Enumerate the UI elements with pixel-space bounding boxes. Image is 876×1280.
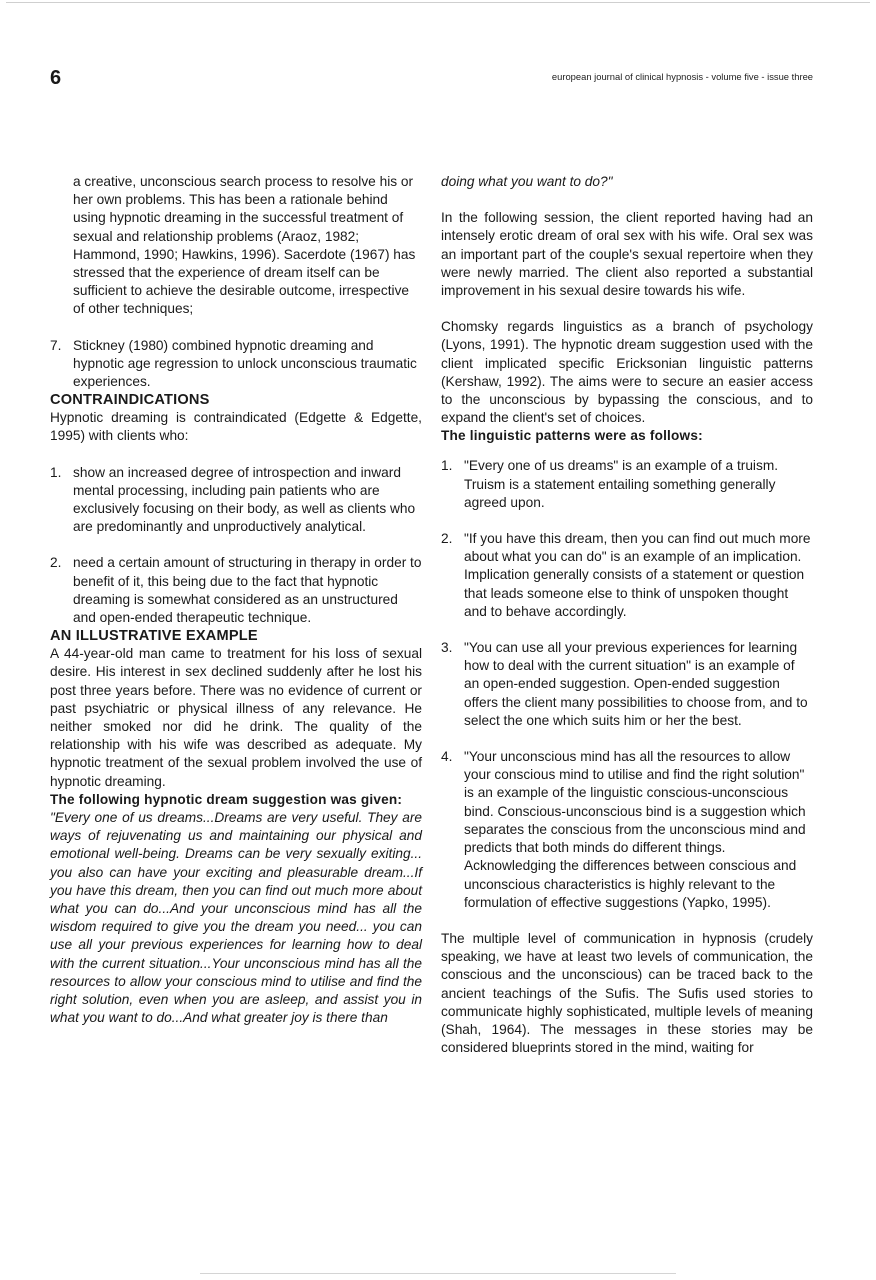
contraindication-item-1: [50, 464, 422, 537]
session-paragraph: In the following session, the client reported having had an intensely erotic dream of oral sex with his wife. Oral sex was an important part of the couple's sexual repertoire when they were newly married. The client also reported a substantial improvement in his sexual desire towards his wife.: [441, 210, 813, 299]
right-column: [441, 173, 813, 1057]
page-number: 6: [50, 67, 62, 89]
list-number: 1.: [50, 464, 62, 480]
list-number: 4.: [441, 749, 453, 765]
list-item-7: [50, 337, 422, 392]
dream-suggestion-end: doing what you want to do?": [441, 174, 613, 189]
example-body: A 44-year-old man came to treatment for his loss of sexual desire. His interest in sex declined suddenly after he lost his post three years before. There was no evidence of current or past psychiatric or physical illness of any relevance. He neither smoked nor did he drink. The quality of the relationship with his wife was described as adequate. My hypnotic treatment of the sexual problem involved the use of hypnotic dreaming.: [50, 646, 422, 789]
list-item-text: need a certain amount of structuring in therapy in order to benefit of it, this being due to the fact that hypnotic dreaming is somewhat considered as an unstructured and open-ended therapeutic technique.: [73, 555, 422, 626]
list-item-text: a creative, unconscious search process to resolve his or her own problems. This has been a rationale behind using hypnotic dreaming in the successful treatment of sexual and relationship problems (Araoz, 1982; Hammond, 1990; Hawkins, 1996). Sacerdote (1967) has stressed that the experience of dream itself can be sufficient to achieve the desirable outcome, irrespective of other techniques;: [73, 174, 416, 317]
contraindications-heading: CONTRAINDICATIONS: [50, 392, 210, 409]
list-item-6-continued: [50, 173, 422, 319]
running-title: european journal of clinical hypnosis - volume five - issue three: [551, 71, 813, 82]
list-number: 7.: [50, 337, 62, 353]
list-number: 3.: [441, 640, 453, 656]
list-item-text: Stickney (1980) combined hypnotic dreaming and hypnotic age regression to unlock unconscious traumatic experiences.: [73, 337, 417, 390]
suggestion-subheading: The following hypnotic dream suggestion was given:: [50, 791, 403, 807]
list-item-text: "Your unconscious mind has all the resources to allow your conscious mind to utilise and find the right solution" is an example of the linguistic conscious-unconscious bind. Conscious-unconscious bind is a suggestion which separates the conscious from the unconscious mind and predicts that both minds do different things. Acknowledging the differences between conscious and unconscious characteristics is highly relevant to the formulation of effective suggestions (Yapko, 1995).: [464, 749, 806, 910]
list-item-text: "You can use all your previous experiences for learning how to deal with the current situation" is an example of an open-ended suggestion. Open-ended suggestion offers the client many possibilities to choose from, and to select the one which suits him or her the best.: [464, 640, 808, 728]
list-item-text: show an increased degree of introspection and inward mental processing, including pain patients who are exclusively focusing on their body, as well as clients who are predominantly and unproductively analytical.: [73, 464, 416, 535]
pattern-item-3: [441, 639, 813, 730]
pattern-item-4: [441, 748, 813, 912]
pattern-item-1: [441, 457, 813, 512]
contraindications-intro: Hypnotic dreaming is contraindicated (Edgette & Edgette, 1995) with clients who:: [50, 410, 422, 444]
list-number: 2.: [50, 555, 62, 571]
left-column: [50, 173, 422, 1027]
list-item-text: "Every one of us dreams" is an example of a truism. Truism is a statement entailing something generally agreed upon.: [464, 458, 779, 510]
list-number: 1.: [441, 458, 453, 474]
contraindication-item-2: [50, 554, 422, 627]
chomsky-paragraph: Chomsky regards linguistics as a branch of psychology (Lyons, 1991). The hypnotic dream suggestion used with the client implicated specific Ericksonian linguistic patterns (Kershaw, 1992). The aims were to secure an easier access to the unconscious by bypassing the conscious, and to expand the client's set of choices.: [441, 319, 813, 426]
pattern-item-2: [441, 530, 813, 621]
bottom-rule: [200, 1273, 676, 1274]
patterns-heading: The linguistic patterns were as follows:: [441, 428, 703, 444]
list-item-text: "If you have this dream, then you can find out much more about what you can do" is an example of an implication. Implication generally consists of a statement or question that leads someone else to think of unspoken thought and to behave accordingly.: [464, 531, 811, 619]
example-heading: AN ILLUSTRATIVE EXAMPLE: [50, 628, 258, 645]
multiple-level-paragraph: The multiple level of communication in hypnosis (crudely speaking, we have at least two levels of communication, the conscious and the unconscious) can be traced back to the ancient teachings of the Sufis. The Sufis used stories to communicate highly sophisticated, multiple levels of meaning (Shah, 1964). The messages in these stories may be considered blueprints stored in the mind, waiting for: [441, 930, 813, 1056]
list-number: 2.: [441, 531, 453, 547]
top-rule: [6, 2, 870, 3]
dream-suggestion-text: "Every one of us dreams...Dreams are very useful. They are ways of rejuvenating us and maintaining our physical and emotional well-being. Dreams can be very sexually exiting... you also can have your exciting and pleasurable dream...If you have this dream, then you can find out much more about what you can do...And your unconscious mind has all the wisdom required to give you the dream you need... you can use all your previous experiences for learning how to deal with the current situation...Your unconscious mind has all the resources to allow your conscious mind to utilise and find the right solution, even when you are asleep, and assist you in what you want to do...And what greater joy is there than: [50, 809, 422, 1026]
